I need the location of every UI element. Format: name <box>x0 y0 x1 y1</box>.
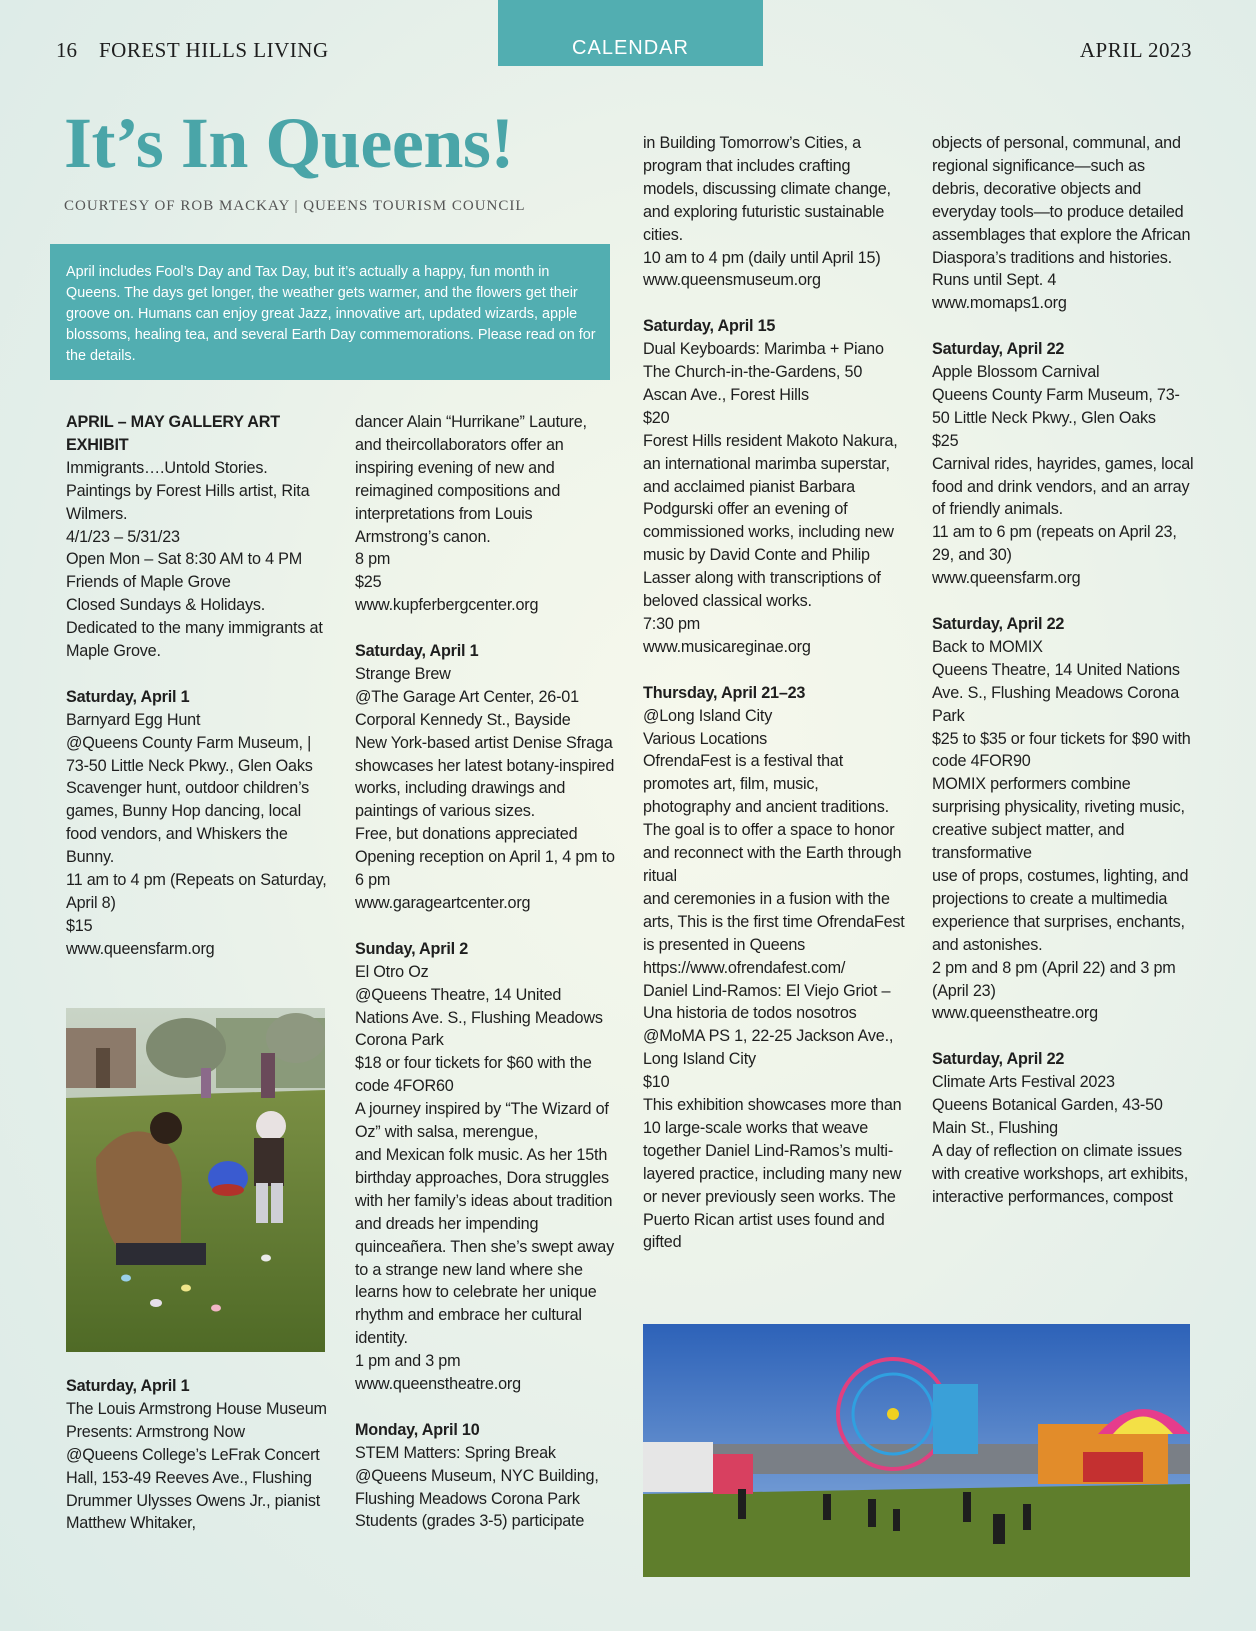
event-line: A journey inspired by “The Wizard of Oz” with salsa, merengue, <box>355 1100 609 1142</box>
event-egg-hunt <box>66 686 328 961</box>
section-label: CALENDAR <box>572 37 689 59</box>
event-line: OfrendaFest is a festival that promotes art, film, music, photography and ancient traditions. The goal is to offer a space to honor and reconnect with the Earth through ritual <box>643 752 902 885</box>
event-heading: Saturday, April 15 <box>643 317 776 336</box>
event-line: paintings of various sizes. <box>355 802 535 821</box>
column-3 <box>643 132 905 1277</box>
event-stem-matters-cont <box>643 132 905 292</box>
intro-box <box>50 244 610 380</box>
article-credit: COURTESY OF ROB MACKAY | QUEENS TOURISM COUNCIL <box>64 198 526 214</box>
event-line: $25 <box>932 431 959 450</box>
event-apple-blossom <box>932 338 1194 590</box>
event-line: Paintings by Forest Hills artist, Rita Wilmers. <box>66 481 310 523</box>
event-link[interactable]: www.garageartcenter.org <box>355 894 531 913</box>
event-line: in Building Tomorrow’s Cities, a program that includes crafting models, discussing climate change, and exploring futuristic sustainable cities. <box>643 134 891 244</box>
event-line: and ceremonies in a fusion with the arts, This is the first time OfrendaFest is presented in Queens <box>643 889 905 954</box>
column-4 <box>932 132 1194 1231</box>
section-tab <box>498 0 763 66</box>
event-link[interactable]: www.queensfarm.org <box>932 569 1081 588</box>
event-heading: Monday, April 10 <box>355 1420 480 1439</box>
event-line: $18 or four tickets for $60 with the code 4FOR60 <box>355 1054 592 1096</box>
event-line: @Queens County Farm Museum, | 73-50 Little Neck Pkwy., Glen Oaks <box>66 733 313 775</box>
event-climate-arts <box>932 1048 1194 1208</box>
event-line: Friends of Maple Grove <box>66 573 231 592</box>
event-line: 10 am to 4 pm (daily until April 15) <box>643 248 881 267</box>
event-line: $15 <box>66 916 93 935</box>
issue-date: APRIL 2023 <box>1079 38 1192 62</box>
publication-name: FOREST HILLS LIVING <box>99 38 329 62</box>
event-line: $20 <box>643 408 670 427</box>
event-line: Climate Arts Festival 2023 <box>932 1073 1115 1092</box>
event-line: @Queens Museum, NYC Building, Flushing Meadows Corona Park <box>355 1466 599 1508</box>
event-line: 1 pm and 3 pm <box>355 1352 461 1371</box>
event-link[interactable]: www.musicareginae.org <box>643 637 811 656</box>
event-line: Forest Hills resident Makoto Nakura, an international marimba superstar, and acclaimed pianist Barbara Podgurski offer an evening of commissioned works, including new music by David Conte and Philip Lasser along with transcriptions of beloved classical works. <box>643 431 898 611</box>
event-line: @MoMA PS 1, 22-25 Jackson Ave., Long Island City <box>643 1027 894 1069</box>
event-line: Students (grades 3-5) participate <box>355 1512 585 1531</box>
event-line: Queens Botanical Garden, 43-50 Main St., Flushing <box>932 1096 1163 1137</box>
event-line: The Louis Armstrong House Museum Presents: Armstrong Now <box>66 1399 327 1441</box>
event-line: El Otro Oz <box>355 962 429 981</box>
event-gallery-exhibit <box>66 411 328 663</box>
event-line: Apple Blossom Carnival <box>932 363 1100 382</box>
event-heading: Saturday, April 22 <box>932 340 1065 359</box>
event-link[interactable]: www.queensfarm.org <box>66 939 215 958</box>
carnival-photo <box>643 1324 1190 1577</box>
event-line: 11 am to 6 pm (repeats on April 23, 29, and 30) <box>932 523 1177 565</box>
event-line: MOMIX performers combine surprising physicality, riveting music, creative subject matter, and transformative <box>932 775 1185 863</box>
event-heading: Thursday, April 21–23 <box>643 683 806 702</box>
event-heading: Saturday, April 22 <box>932 1050 1065 1069</box>
event-line: $25 <box>355 573 382 592</box>
event-line: Drummer Ulysses Owens Jr., pianist Matthew Whitaker, <box>66 1491 321 1533</box>
event-link[interactable]: https://www.ofrendafest.com/ <box>643 958 846 977</box>
event-momix <box>932 613 1194 1025</box>
event-line: Barnyard Egg Hunt <box>66 710 201 729</box>
event-line: This exhibition showcases more than 10 large-scale works that weave together Daniel Lind-Ramos’s multi- layered practice, including many new or never previously seen works. The Puerto Rican artist uses found and gifted <box>643 1096 902 1252</box>
event-line: @Queens Theatre, 14 United Nations Ave. S., Flushing Meadows Corona Park <box>355 985 603 1050</box>
event-line: Scavenger hunt, outdoor children’s games, Bunny Hop dancing, local food vendors, and Whiskers the Bunny. <box>66 779 310 867</box>
event-line: Daniel Lind-Ramos: El Viejo Griot – Una historia de todos nosotros <box>643 981 891 1023</box>
event-armstrong-now <box>66 1375 328 1535</box>
egg-hunt-photo <box>66 1008 325 1352</box>
event-lind-ramos-cont <box>932 132 1194 315</box>
event-heading: Sunday, April 2 <box>355 939 469 958</box>
event-line: dancer Alain “Hurrikane” Lauture, and theircollaborators offer an inspiring evening of new and reimagined compositions and interpretations from Louis Armstrong’s canon. <box>355 413 587 546</box>
event-line: 8 pm <box>355 550 391 569</box>
event-line: Carnival rides, hayrides, games, local food and drink vendors, and an array of friendly animals. <box>932 454 1194 519</box>
event-line: @Queens College’s LeFrak Concert Hall, 153-49 Reeves Ave., Flushing <box>66 1445 320 1487</box>
event-line: STEM Matters: Spring Break <box>355 1443 556 1462</box>
event-line: Back to MOMIX <box>932 637 1043 656</box>
event-line: Closed Sundays & Holidays. <box>66 596 266 615</box>
event-stem-matters <box>355 1419 617 1534</box>
event-line: $10 <box>643 1073 670 1092</box>
event-heading: Saturday, April 1 <box>66 1377 190 1395</box>
event-heading: Saturday, April 22 <box>932 615 1065 633</box>
event-line: Strange Brew <box>355 664 451 683</box>
event-line: objects of personal, communal, and regional significance—such as debris, decorative objects and everyday tools—to produce detailed assemblages that explore the African Diaspora’s traditions and histories. <box>932 134 1191 267</box>
event-line: Dedicated to the many immigrants at Maple Grove. <box>66 619 323 661</box>
column-1-continued <box>66 1375 328 1558</box>
event-link[interactable]: www.queenstheatre.org <box>355 1375 521 1394</box>
event-line: Open Mon – Sat 8:30 AM to 4 PM <box>66 550 303 569</box>
intro-text: April includes Fool’s Day and Tax Day, but it’s actually a happy, fun month in Queens. The days get longer, the weather gets warmer, and the flowers get their groove on. Humans can enjoy great Jazz, innovative art, updated wizards, apple blossoms, healing tea, and several Earth Day commemorations. Please read on for the details. <box>66 264 596 364</box>
event-line: Queens Theatre, 14 United Nations Ave. S., Flushing Meadows Corona Park <box>932 660 1180 725</box>
event-line: A day of reflection on climate issues with creative workshops, art exhibits, interactive performances, compost <box>932 1141 1189 1206</box>
event-el-otro-oz <box>355 938 617 1396</box>
event-line: Queens County Farm Museum, 73-50 Little Neck Pkwy., Glen Oaks <box>932 385 1180 427</box>
event-link[interactable]: www.queensmuseum.org <box>643 271 821 290</box>
event-line: Opening reception on April 1, 4 pm to 6 pm <box>355 848 615 890</box>
article-title: It’s In Queens! <box>64 103 514 183</box>
event-line: Various Locations <box>643 729 768 748</box>
event-line: Runs until Sept. 4 <box>932 271 1057 290</box>
column-2 <box>355 411 617 1556</box>
event-ofrendafest <box>643 682 905 1255</box>
event-link[interactable]: www.momaps1.org <box>932 294 1067 313</box>
event-dual-keyboards <box>643 315 905 659</box>
event-heading: Saturday, April 1 <box>66 687 190 706</box>
event-line: Immigrants….Untold Stories. <box>66 458 268 477</box>
column-1 <box>66 411 328 984</box>
event-line: 11 am to 4 pm (Repeats on Saturday, April 8) <box>66 871 327 913</box>
event-line: Free, but donations appreciated <box>355 825 578 844</box>
event-line: @The Garage Art Center, 26-01 Corporal Kennedy St., Bayside <box>355 687 579 729</box>
event-heading: APRIL – MAY GALLERY ART EXHIBIT <box>66 413 280 454</box>
event-line: 7:30 pm <box>643 615 701 634</box>
event-link[interactable]: www.queenstheatre.org <box>932 1004 1098 1023</box>
event-line: Dual Keyboards: Marimba + Piano <box>643 340 884 359</box>
event-strange-brew <box>355 640 617 915</box>
event-line: 2 pm and 8 pm (April 22) and 3 pm (April 23) <box>932 958 1176 1000</box>
event-heading: Saturday, April 1 <box>355 642 479 661</box>
event-link[interactable]: www.kupferbergcenter.org <box>355 596 539 615</box>
event-line: The Church-in-the-Gardens, 50 Ascan Ave., Forest Hills <box>643 363 863 404</box>
event-armstrong-now-cont <box>355 411 617 617</box>
event-line: New York-based artist Denise Sfraga showcases her latest botany-inspired works, including drawings and <box>355 733 615 798</box>
event-line: $25 to $35 or four tickets for $90 with code 4FOR90 <box>932 729 1191 771</box>
event-line: @Long Island City <box>643 706 773 725</box>
event-line: and Mexican folk music. As her 15th birthday approaches, Dora struggles with her family’s ideas about tradition and dreads her impending quinceañera. Then she’s swept away to a strange new land where she learns how to celebrate her unique rhythm and embrace her cultural identity. <box>355 1145 614 1348</box>
event-line: use of props, costumes, lighting, and projections to create a multimedia experience that surprises, enchants, and astonishes. <box>932 866 1189 954</box>
page-number: 16 <box>56 38 77 62</box>
event-line: 4/1/23 – 5/31/23 <box>66 527 180 546</box>
